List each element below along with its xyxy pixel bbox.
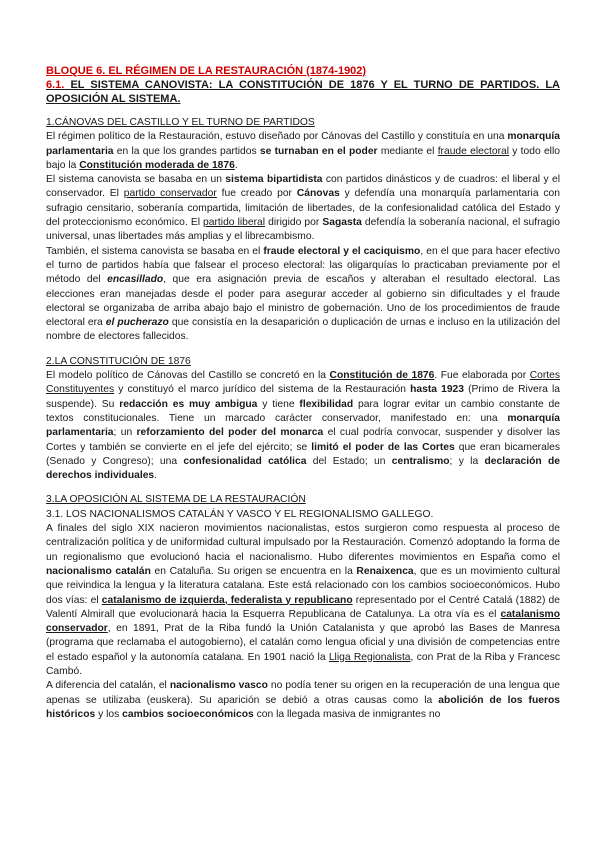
subtitle-text: EL SISTEMA CANOVISTA: LA CONSTITUCIÓN DE 1876 Y EL TURNO DE PARTIDOS. LA OPOSICIÓN AL SISTEMA.	[46, 79, 560, 105]
section-1-heading: 1.CÁNOVAS DEL CASTILLO Y EL TURNO DE PARTIDOS	[46, 117, 315, 128]
section-2-heading: 2.LA CONSTITUCIÓN DE 1876	[46, 355, 191, 367]
document-title: BLOQUE 6. EL RÉGIMEN DE LA RESTAURACIÓN (1874-1902)	[46, 65, 367, 77]
section-3-heading: 3.LA OPOSICIÓN AL SISTEMA DE LA RESTAURACIÓN	[46, 494, 306, 506]
s3-paragraph-1: A finales del siglo XIX nacieron movimientos nacionalistas, estos surgieron como respuesta al proceso de centralización política y de uniformidad cultural impulsado por la Restauración. Comenzó adoptando la forma de un regionalismo que evolucionó hacia el nacionalismo. Hubo diferentes movimientos en España como el nacionalismo catalán en Cataluña. Su origen se encuentra en la Renaixenca, que es un movimiento cultural que reivindica la lengua y la literatura catalana. Este está relacionado con los cambios socioeconómicos. Hubo dos vías: el catalanismo de izquierda, federalista y republicano representado por el Centré Catalá (1882) de Valentí Almirall que evolucionará hacia la Esquerra Republicana de Catalunya. La otra vía es el catalanismo conservador, en 1891, Prat de la Riba fundó la Unión Catalanista y que aprobó las Bases de Manresa (programa que reclamaba el autogobierno), el catalán como lengua oficial y una división de competencias entre el estado español y la autonomía catalana. En 1901 nació la Lliga Regionalista, con Prat de la Riba y Francesc Cambó.	[46, 523, 560, 677]
s3-paragraph-2: A diferencia del catalán, el nacionalismo vasco no podía tener su origen en la recuperación de una lengua que apenas se utilizaba (euskera). Su aparición se debió a otras causas como la abolición de los fueros históricos y los cambios socioeconómicos con la llegada masiva de inmigrantes no	[46, 680, 561, 720]
section-3-1-heading: 3.1. LOS NACIONALISMOS CATALÁN Y VASCO Y EL REGIONALISMO GALLEGO.	[46, 508, 434, 520]
s1-paragraph-2: El sistema canovista se basaba en un sistema bipartidista con partidos dinásticos y de cuadros: el liberal y el conservador. El partido conservador fue creado por Cánovas y defendía una monarquía parlamentaria con sufragio censitario, soberanía compartida, limitación de libertades, de la confesionalidad católica del Estado y del proteccionismo económico. El partido liberal dirigido por Sagasta defendía la soberanía nacional, el sufragio universal, unas libertades más amplias y el librecambismo.	[46, 174, 561, 243]
subtitle-number: 6.1.	[46, 79, 65, 91]
s2-paragraph-1: El modelo político de Cánovas del Castillo se concretó en la Constitución de 1876. Fue elaborada por Cortes Constituyentes y constituyó el marco jurídico del sistema de la Restauración hasta 1923 (Primo de Rivera la suspende). Su redacción es muy ambigua y tiene flexibilidad para lograr evitar un cambio constante de textos constitucionales. Tiene un marcado carácter conservador, manifestado en: una monarquía parlamentaria; un reforzamiento del poder del monarca el cual podría convocar, suspender y disolver las Cortes y también se convierte en el jefe del ejército; se limitó el poder de las Cortes que eran bicamerales (Senado y Congreso); una confesionalidad católica del Estado; un centralismo; y la declaración de derechos individuales.	[46, 370, 561, 482]
s1-paragraph-3: También, el sistema canovista se basaba en el fraude electoral y el caciquismo, en el que para hacer efectivo el turno de partidos había que falsear el proceso electoral: las oligarquías lo practicaban previamente por el método del encasillado, que era asignación previa de escaños y alteraban el resultado electoral. Las elecciones eran manejadas desde el poder para asegurar acceder al gobierno sin dificultades y el fraude electoral se organizaba de arriba abajo bajo el ministro de gobernación. Uno de los procedimientos de fraude electoral era el pucherazo que consistía en la desaparición o duplicación de urnas e incluso en la utilización del nombre de electores fallecidos.	[46, 245, 560, 343]
document-subtitle	[46, 78, 560, 106]
s1-paragraph-1: El régimen político de la Restauración, estuvo diseñado por Cánovas del Castillo y constituía en una monarquía parlamentaria en la que los grandes partidos se turnaban en el poder mediante el fraude electoral y todo ello bajo la Constitución moderada de 1876.	[46, 131, 560, 171]
document-page	[46, 64, 560, 722]
